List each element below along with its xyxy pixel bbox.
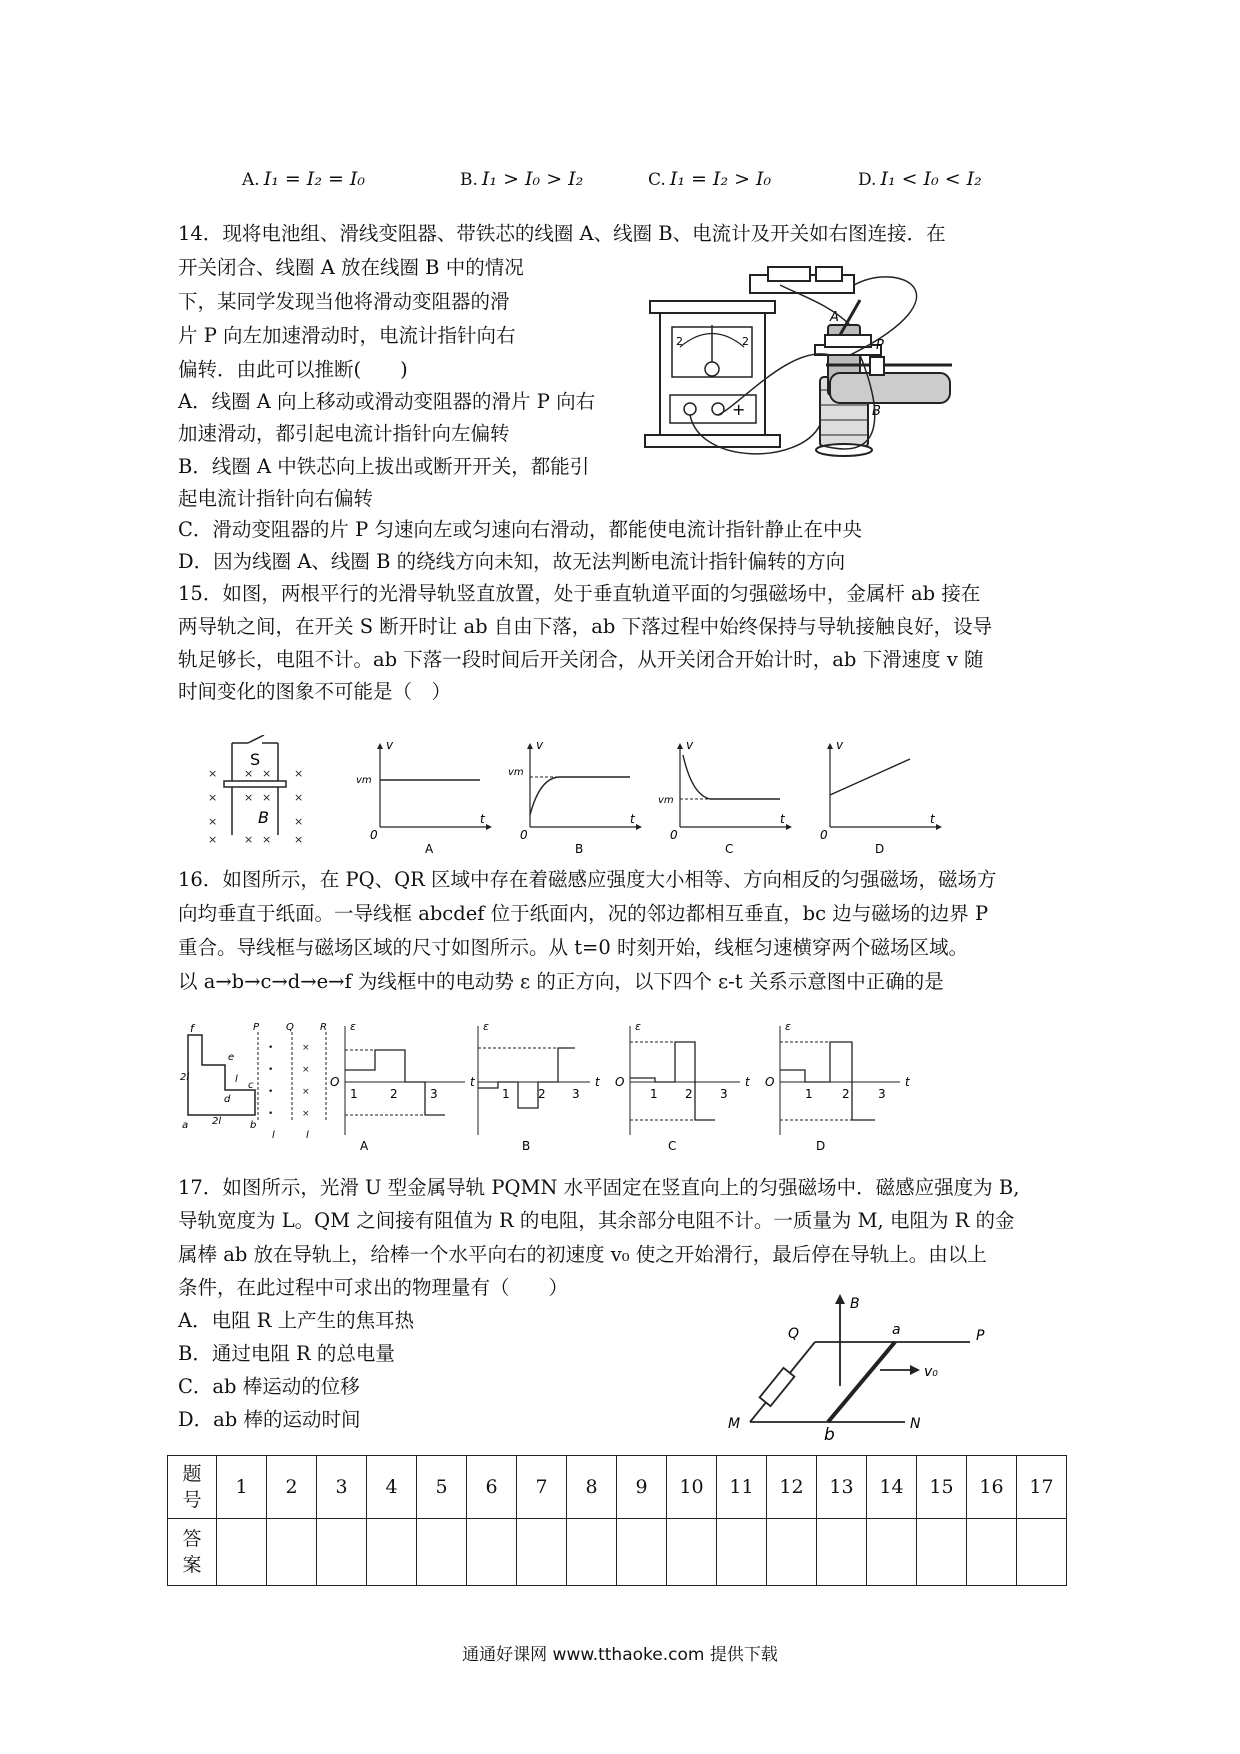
q14-option-d: D．因为线圈 A、线圈 B 的绕线方向未知，故无法判断电流计指针偏转的方向	[178, 550, 846, 573]
q16-figure	[180, 1020, 1020, 1160]
number-cell: 14	[867, 1456, 917, 1519]
coil-b-label: B	[872, 404, 881, 419]
svg-text:O: O	[330, 1075, 340, 1089]
svg-text:2: 2	[538, 1087, 546, 1101]
answer-cell[interactable]	[217, 1519, 267, 1586]
q16-graph-a	[330, 1020, 476, 1153]
svg-text:R: R	[320, 1022, 327, 1033]
svg-text:2l: 2l	[180, 1072, 190, 1083]
answer-cell[interactable]	[767, 1519, 817, 1586]
q14-option-a-line-1: A．线圈 A 向上移动或滑动变阻器的滑片 P 向右	[178, 390, 596, 413]
svg-text:×: ×	[294, 833, 304, 846]
footer-text: 通通好课网 www.tthaoke.com 提供下载	[462, 1645, 778, 1665]
number-cell: 13	[817, 1456, 867, 1519]
svg-text:2l: 2l	[212, 1116, 222, 1127]
q13-option-d: D. I₁ < I₀ < I₂	[858, 168, 982, 190]
q16-graph-c	[615, 1020, 751, 1153]
q15-figure	[200, 735, 960, 855]
number-cell: 4	[367, 1456, 417, 1519]
svg-text:t: t	[745, 1075, 750, 1089]
svg-text:1: 1	[650, 1087, 658, 1101]
q14-option-a-line-2: 加速滑动，都引起电流计指针向左偏转	[178, 422, 510, 445]
q14-line-2: 开关闭合、线圈 A 放在线圈 B 中的情况	[178, 256, 524, 279]
svg-text:×: ×	[262, 767, 272, 780]
q13-option-c: C. I₁ = I₂ > I₀	[648, 168, 772, 190]
plus-label: +	[732, 400, 746, 419]
svg-text:l: l	[235, 1074, 238, 1085]
svg-text:t: t	[595, 1075, 600, 1089]
answer-cell[interactable]	[667, 1519, 717, 1586]
q15-graph-b	[508, 738, 642, 855]
svg-text:B: B	[522, 1139, 531, 1153]
svg-text:a: a	[182, 1120, 189, 1131]
svg-text:v: v	[386, 738, 394, 752]
coil-a-label: A	[830, 310, 839, 325]
svg-text:d: d	[224, 1094, 231, 1105]
svg-text:•: •	[268, 1043, 274, 1053]
velocity-label: v₀	[924, 1364, 938, 1380]
svg-text:b: b	[250, 1120, 257, 1131]
answer-cell[interactable]	[467, 1519, 517, 1586]
number-cell: 17	[1017, 1456, 1067, 1519]
field-b-label: B	[850, 1296, 860, 1312]
svg-text:vm: vm	[508, 767, 524, 778]
svg-text:ε: ε	[350, 1020, 356, 1033]
svg-text:O: O	[615, 1075, 625, 1089]
answer-table	[167, 1455, 1067, 1586]
svg-text:×: ×	[244, 791, 254, 804]
svg-text:l: l	[306, 1130, 309, 1141]
table-header-cell: 答案	[168, 1519, 217, 1586]
svg-text:C: C	[668, 1139, 677, 1153]
q15-line-4: 时间变化的图象不可能是（ ）	[178, 680, 452, 703]
number-cell: 9	[617, 1456, 667, 1519]
q14-line-1: 14．现将电池组、滑线变阻器、带铁芯的线圈 A、线圈 B、电流计及开关如右图连接．在	[178, 222, 946, 245]
q15-line-1: 15．如图，两根平行的光滑导轨竖直放置，处于垂直轨道平面的匀强磁场中，金属杆 ab 接在	[178, 582, 981, 605]
svg-text:c: c	[248, 1080, 254, 1091]
svg-text:×: ×	[208, 791, 218, 804]
q17-option-d: D．ab 棒的运动时间	[178, 1408, 361, 1431]
svg-text:×: ×	[244, 767, 254, 780]
battery-icon	[750, 267, 854, 293]
svg-text:×: ×	[294, 767, 304, 780]
svg-text:C: C	[725, 842, 734, 855]
svg-text:0: 0	[520, 828, 528, 842]
number-cell: 6	[467, 1456, 517, 1519]
table-row	[168, 1456, 1067, 1519]
svg-text:v: v	[836, 738, 844, 752]
svg-text:3: 3	[430, 1087, 438, 1101]
number-cell: 16	[967, 1456, 1017, 1519]
svg-text:t: t	[470, 1075, 475, 1089]
svg-text:t: t	[780, 812, 785, 826]
svg-text:ε: ε	[785, 1020, 791, 1033]
number-cell: 11	[717, 1456, 767, 1519]
answer-cell[interactable]	[517, 1519, 567, 1586]
svg-text:v: v	[686, 738, 694, 752]
svg-text:•: •	[268, 1065, 274, 1075]
number-cell: 10	[667, 1456, 717, 1519]
q16-line-3: 重合。导线框与磁场区域的尺寸如图所示。从 t=0 时刻开始，线框匀速横穿两个磁场区域。	[178, 936, 968, 959]
svg-text:3: 3	[572, 1087, 580, 1101]
number-cell: 3	[317, 1456, 367, 1519]
q17-option-b: B．通过电阻 R 的总电量	[178, 1342, 395, 1365]
answer-cell[interactable]	[1017, 1519, 1067, 1586]
q14-option-c: C．滑动变阻器的片 P 匀速向左或匀速向右滑动，都能使电流计指针静止在中央	[178, 518, 862, 541]
answer-cell[interactable]	[867, 1519, 917, 1586]
svg-text:×: ×	[208, 815, 218, 828]
svg-text:×: ×	[294, 815, 304, 828]
q16-line-4: 以 a→b→c→d→e→f 为线框中的电动势 ε 的正方向，以下四个 ε-t 关系示意图中正确的是	[178, 970, 944, 993]
svg-text:t: t	[630, 812, 635, 826]
svg-text:vm: vm	[658, 795, 674, 806]
svg-text:f: f	[190, 1022, 194, 1035]
q16-graph-d	[765, 1020, 911, 1153]
q16-line-1: 16．如图所示，在 PQ、QR 区域中存在着磁感应强度大小相等、方向相反的匀强磁场，磁场方	[178, 868, 997, 891]
rails-diagram	[208, 735, 303, 846]
svg-text:×: ×	[294, 791, 304, 804]
svg-text:2: 2	[842, 1087, 850, 1101]
svg-text:D: D	[816, 1139, 826, 1153]
svg-text:×: ×	[302, 1109, 310, 1119]
svg-text:0: 0	[670, 828, 678, 842]
point-b-label: b	[824, 1425, 835, 1440]
q17-line-1: 17．如图所示，光滑 U 型金属导轨 PQMN 水平固定在竖直向上的匀强磁场中．磁感应强度为 B,	[178, 1176, 1020, 1199]
q13-option-b: B. I₁ > I₀ > I₂	[460, 168, 584, 190]
number-cell: 12	[767, 1456, 817, 1519]
q14-line-3: 下，某同学发现当他将滑动变阻器的滑	[178, 290, 510, 313]
svg-text:v: v	[536, 738, 544, 752]
answer-cell[interactable]	[717, 1519, 767, 1586]
number-cell: 8	[567, 1456, 617, 1519]
svg-text:×: ×	[302, 1065, 310, 1075]
number-cell: 2	[267, 1456, 317, 1519]
answer-cell[interactable]	[317, 1519, 367, 1586]
svg-text:•: •	[268, 1109, 274, 1119]
svg-text:A: A	[425, 842, 434, 855]
number-cell: 7	[517, 1456, 567, 1519]
svg-text:A: A	[360, 1139, 369, 1153]
svg-text:B: B	[575, 842, 584, 855]
frame-diagram	[180, 1022, 327, 1141]
q17-line-2: 导轨宽度为 L。QM 之间接有阻值为 R 的电阻，其余部分电阻不计。一质量为 M, 电阻为 R 的金	[178, 1209, 1015, 1232]
q17-line-4: 条件，在此过程中可求出的物理量有（ ）	[178, 1276, 569, 1299]
svg-text:1: 1	[805, 1087, 813, 1101]
svg-text:×: ×	[262, 833, 272, 846]
svg-text:ε: ε	[635, 1020, 641, 1033]
q14-option-b-line-2: 起电流计指针向右偏转	[178, 487, 374, 510]
svg-text:1: 1	[350, 1087, 358, 1101]
svg-text:ε: ε	[483, 1020, 489, 1033]
q16-graph-b	[478, 1020, 601, 1153]
q17-option-c: C．ab 棒运动的位移	[178, 1375, 360, 1398]
point-a-label: a	[892, 1322, 901, 1338]
svg-text:P: P	[253, 1022, 260, 1033]
q16-line-2: 向均垂直于纸面。一导线框 abcdef 位于纸面内，况的邻边都相互垂直，bc 边与磁场的边界 P	[178, 902, 989, 925]
svg-text:•: •	[268, 1087, 274, 1097]
svg-text:3: 3	[720, 1087, 728, 1101]
scale-right-label: 2	[742, 335, 749, 348]
q15-line-2: 两导轨之间，在开关 S 断开时让 ab 自由下落，ab 下落过程中始终保持与导轨接触良好，设导	[178, 615, 993, 638]
q14-circuit-figure	[640, 265, 980, 475]
scale-left-label: 2	[676, 335, 683, 348]
field-b-label: B	[258, 808, 269, 827]
q17-option-a: A．电阻 R 上产生的焦耳热	[178, 1309, 415, 1332]
svg-text:O: O	[765, 1075, 775, 1089]
answer-cell[interactable]	[967, 1519, 1017, 1586]
q15-graph-d	[820, 738, 942, 855]
svg-text:t: t	[930, 812, 935, 826]
number-cell: 15	[917, 1456, 967, 1519]
q15-graph-a	[356, 738, 492, 855]
svg-text:×: ×	[208, 833, 218, 846]
answer-cell[interactable]	[417, 1519, 467, 1586]
svg-text:l: l	[272, 1130, 275, 1141]
answer-cell[interactable]	[267, 1519, 317, 1586]
q14-option-b-line-1: B．线圈 A 中铁芯向上拔出或断开开关，都能引	[178, 455, 590, 478]
answer-cell[interactable]	[817, 1519, 867, 1586]
svg-text:1: 1	[502, 1087, 510, 1101]
q17-line-3: 属棒 ab 放在导轨上，给棒一个水平向右的初速度 v₀ 使之开始滑行，最后停在导轨上。由以上	[178, 1243, 987, 1266]
answer-cell[interactable]	[367, 1519, 417, 1586]
q15-line-3: 轨足够长，电阻不计。ab 下落一段时间后开关闭合，从开关闭合开始计时，ab 下滑速度 v 随	[178, 648, 984, 671]
q14-line-4: 片 P 向左加速滑动时，电流计指针向右	[178, 324, 516, 347]
svg-text:×: ×	[244, 833, 254, 846]
point-q-label: Q	[788, 1326, 800, 1342]
svg-text:2: 2	[390, 1087, 398, 1101]
number-cell: 1	[217, 1456, 267, 1519]
svg-text:0: 0	[820, 828, 828, 842]
point-n-label: N	[910, 1416, 921, 1432]
answer-cell[interactable]	[617, 1519, 667, 1586]
number-cell: 5	[417, 1456, 467, 1519]
point-p-label: P	[976, 1328, 985, 1344]
answer-cell[interactable]	[567, 1519, 617, 1586]
answer-cell[interactable]	[917, 1519, 967, 1586]
q13-option-a: A. I₁ = I₂ = I₀	[242, 168, 366, 190]
svg-text:2: 2	[685, 1087, 693, 1101]
slider-p-label: P	[876, 338, 884, 353]
svg-text:vm: vm	[356, 775, 372, 786]
switch-s-label: S	[250, 750, 261, 769]
svg-text:×: ×	[302, 1087, 310, 1097]
galvanometer-icon	[645, 301, 780, 447]
svg-text:×: ×	[262, 791, 272, 804]
svg-text:×: ×	[302, 1043, 310, 1053]
q15-graph-c	[658, 738, 792, 855]
table-header-cell: 题号	[168, 1456, 217, 1519]
svg-text:e: e	[228, 1052, 235, 1063]
svg-text:t: t	[905, 1075, 910, 1089]
svg-text:Q: Q	[286, 1022, 294, 1033]
svg-text:D: D	[875, 842, 885, 855]
svg-text:3: 3	[878, 1087, 886, 1101]
table-row	[168, 1519, 1067, 1586]
point-m-label: M	[728, 1416, 741, 1432]
q17-figure	[720, 1290, 1010, 1440]
svg-text:×: ×	[208, 767, 218, 780]
svg-text:t: t	[480, 812, 485, 826]
q14-line-5: 偏转．由此可以推断( )	[178, 358, 408, 381]
svg-text:0: 0	[370, 828, 378, 842]
